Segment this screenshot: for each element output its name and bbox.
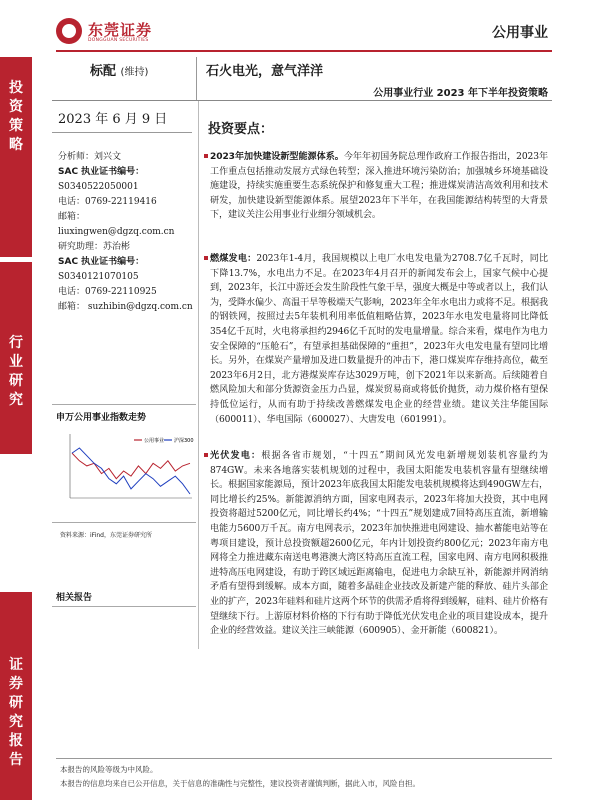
header-divider [56,50,552,52]
sidebar-tab-industry [0,262,32,454]
related-reports-heading[interactable]: 相关报告 [56,593,93,603]
assistant-phone: 电话：0769-22110925 [58,287,157,297]
key-point-energy-system [210,150,548,223]
chart-top-rule [52,404,196,405]
report-subtitle: 公用事业行业 2023 年下半年投资策略 [373,88,548,99]
disclaimer-note: 本报告的信息均来自已公开信息，关于信息的准确性与完整性，建议投资者谨慎判断，据此入市，风险自担。 [60,779,420,788]
assistant-cert-number: S0340121070105 [58,272,139,282]
column-divider [198,101,199,649]
rating-note: (维持) [120,67,149,78]
sidebar-label-text: 行业研究 [9,335,23,408]
footer-divider [56,758,552,759]
key-point-text: 2023年1-4月，我国规模以上电厂水电发电量为2708.7亿千瓦时，同比下降13.7%，水电出力不足。在2023年4月召开的新闻发布会上，国家气候中心提到，2023年，长江中游还会发生阶段性气象干旱，强度大概是中等或者以上，我们认为，受降水偏少、高温干旱等极端天气影响，2023年全年水电出力或将不足。根据我的钢铁网，按照过去5年装机利用率低值粗略估算，2023年水电发电量将同比降低354亿千瓦时，火电将承担约2946亿千瓦时的发电量增量。综合来看，煤电作为电力安全保障的“压舱石”，有望承担基础保障的“重担”，2023年火电发电量有望同比增长。另外，在煤炭产量增加及进口数量提升的冲击下，港口煤炭库存维持高位，截至2023年6月2日，北方港煤炭库存达3029万吨，创下2021年以来新高。后续随着自燃风险加大和部分货源资金压力凸显，煤炭贸易商或将低价抛货，动力煤价格有望保持低位运行，从而有助于持续改善燃煤发电企业的经营业绩。建议关注华能国际（600011）、华电国际（600027）、大唐发电（601991）。 [210,254,548,425]
sidebar-label-text: 证券研究报告 [9,657,23,768]
logo-english-name: DONGGUAN SECURITIES [88,38,149,43]
sidebar-tab-report [0,592,32,800]
sidebar-tab-strategy [0,57,32,257]
sidebar-label-industry [0,334,32,410]
key-point-text: 根据各省市规划，“十四五”期间风光发电新增规划装机容量约为874GW。未来各地落实装机规划的过程中，我国太阳能发电装机容量有望继续增长。根据国家能源局，预计2023年底我国太阳能发电装机规模将达到490GW左右，同比增长约25%。新能源消纳方面，国家电网表示，2023年将加大投资，其中电网投资将超过5200亿元，同比增长约4%；“十四五”规划建成7回特高压直流，新增输电能力5600万千瓦。南方电网表示，2023年加快推进电网建设、抽水蓄能电站等在粤项目建设，预计总投资额超2600亿元，年内计划投资约800亿元；2023年南方电网将全力推进藏东南送电粤港澳大湾区特高压直流工程，国家电网、南方电网积极推进特高压电网建设，有助于跨区域远距离输电，促进电力余缺互补，新能源并网消纳矛盾有望得到缓解。成本方面，随着多晶硅企业技改及新建产能的释放、硅片头部企业的扩产，2023年硅料和硅片这两个环节的供需矛盾将得到缓解，硅料、硅片价格有望继续下行。上游原材料价格的下行有助于降低光伏发电企业的项目建设成本，提升企业的经营效益。建议关注三峡能源（600905）、金开新能（600821）。 [210,451,548,637]
index-trend-chart [56,428,196,518]
assistant-name: 研究助理：苏治彬 [58,242,131,252]
series-line-0 [72,453,190,479]
risk-level-note: 本报告的风险等级为中风险。 [60,765,158,774]
header-sector: 公用事业 [492,25,548,41]
company-logo [56,18,206,48]
key-point-solar-power [210,449,548,639]
related-rule [52,606,196,607]
key-point-text: 今年年初国务院总理作政府工作报告指出，2023年工作重点包括推动发展方式绿色转型；深入推进环境污染防治；加强城乡环境基础设施建设，持续实施重要生态系统保护和修复重大工程；推进煤炭清洁高效利用和技术研发，加快建设新型能源体系。展望2023年下半年，在我国能源结构转型的大背景下，建议关注公用事业行业细分领域机会。 [210,152,548,221]
chart-title: 申万公用事业指数走势 [56,413,147,423]
sidebar-label-strategy [0,79,32,155]
rating-value: 标配 [90,64,117,79]
key-point-lead: 燃煤发电： [210,254,257,264]
key-points-title: 投资要点： [208,122,274,137]
analyst-cert-label: SAC 执业证书编号： [58,167,145,177]
bullet-icon [204,154,208,158]
legend-label-utilities: 公用事业 [144,438,165,444]
assistant-cert-label: SAC 执业证书编号： [58,257,145,267]
legend-label-csi300: 沪深300 [174,438,194,444]
series-line-1 [72,448,190,494]
logo-name: 东莞证券 [88,21,153,39]
assistant-info [58,240,193,315]
analyst-phone: 电话：0769-22119416 [58,197,157,207]
sidebar-label-report [0,656,32,770]
rating [90,60,148,79]
band-rule [52,100,552,101]
report-date: 2023 年 6 月 9 日 [58,112,168,127]
key-point-lead: 光伏发电： [210,451,262,461]
analyst-name: 分析师：刘兴文 [58,152,122,162]
chart-series-group [72,448,190,494]
analyst-info [58,150,174,240]
analyst-email-label: 邮箱： [58,212,86,222]
bullet-icon [204,256,208,260]
analyst-email[interactable]: liuxingwen@dgzq.com.cn [58,227,175,237]
chart-source: 资料来源：iFind，东莞证券研究所 [60,532,152,539]
report-title: 石火电光，意气洋洋 [206,64,324,79]
key-point-coal-power [210,252,548,427]
chart-bottom-rule [52,522,196,523]
band-divider [196,57,197,101]
analyst-cert-number: S0340522050001 [58,182,139,192]
logo-emblem-icon [56,18,82,44]
date-divider [52,132,192,133]
assistant-email[interactable]: 邮箱： suzhibin@dgzq.com.cn [58,302,193,312]
bullet-icon [204,453,208,457]
key-point-lead: 2023年加快建设新型能源体系。 [210,152,344,162]
sidebar-label-text: 投资策略 [9,80,23,153]
